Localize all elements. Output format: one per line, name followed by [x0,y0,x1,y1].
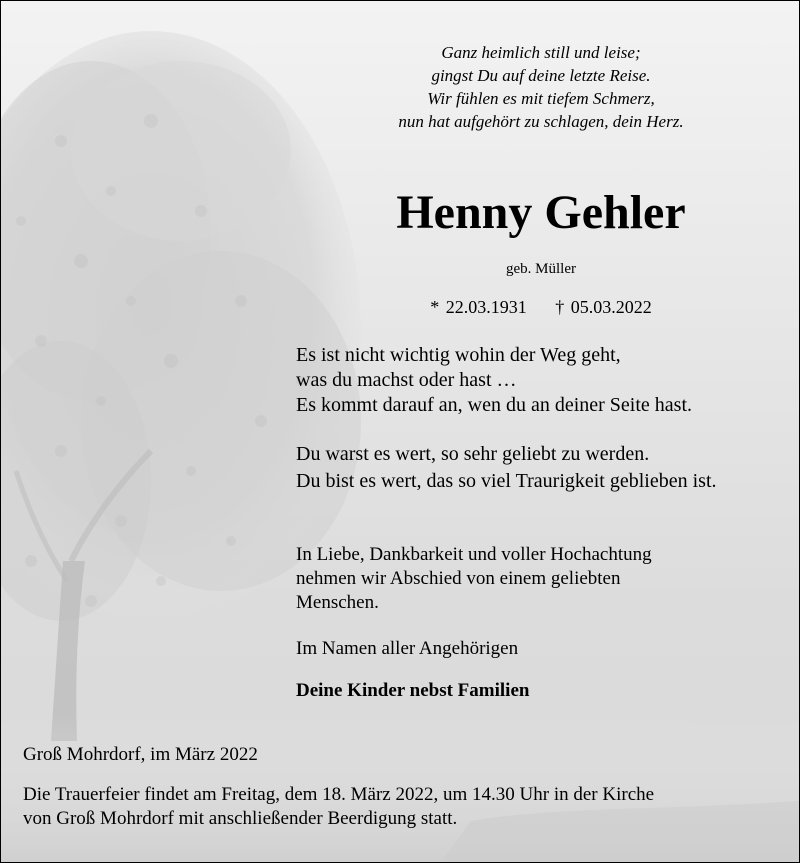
deceased-name: Henny Gehler [396,186,686,239]
death-date: † 05.03.2022 [555,297,652,317]
birth-date: * 22.03.1931 [430,297,527,317]
service-line: Die Trauerfeier findet am Freitag, dem 18. März 2022, um 14.30 Uhr in der Kirche [23,784,655,805]
poem-line: Wir fühlen es mit tiefem Schmerz, [427,89,655,108]
life-dates [331,295,751,319]
birth-name: geb. Müller [506,261,576,277]
on-behalf-text: Im Namen aller Angehörigen [296,638,519,659]
poem-line: gingst Du auf deine letzte Reise. [431,66,651,85]
opening-poem [331,41,751,133]
verse-line: was du machst oder hast … [296,369,517,391]
verse-line: Du bist es wert, das so viel Traurigkeit geblieben ist. [296,470,717,492]
farewell-line: nehmen wir Abschied von einem geliebten [296,568,621,589]
farewell-line: In Liebe, Dankbarkeit und voller Hochachtung [296,544,652,565]
funeral-service-info [23,783,793,831]
farewell-text [296,543,776,615]
verse-block [296,343,796,418]
family-signature: Deine Kinder nebst Familien [296,680,530,701]
verse-block-second [296,441,796,495]
service-line: von Groß Mohrdorf mit anschließender Beerdigung statt. [23,808,458,829]
verse-line: Es ist nicht wichtig wohin der Weg geht, [296,344,621,366]
poem-line: nun hat aufgehört zu schlagen, dein Herz. [398,112,684,131]
verse-line: Es kommt darauf an, wen du an deiner Seite hast. [296,394,692,416]
poem-line: Ganz heimlich still und leise; [441,43,641,62]
farewell-line: Menschen. [296,592,379,613]
verse-line: Du warst es wert, so sehr geliebt zu werden. [296,443,650,465]
place-and-date: Groß Mohrdorf, im März 2022 [23,744,258,765]
